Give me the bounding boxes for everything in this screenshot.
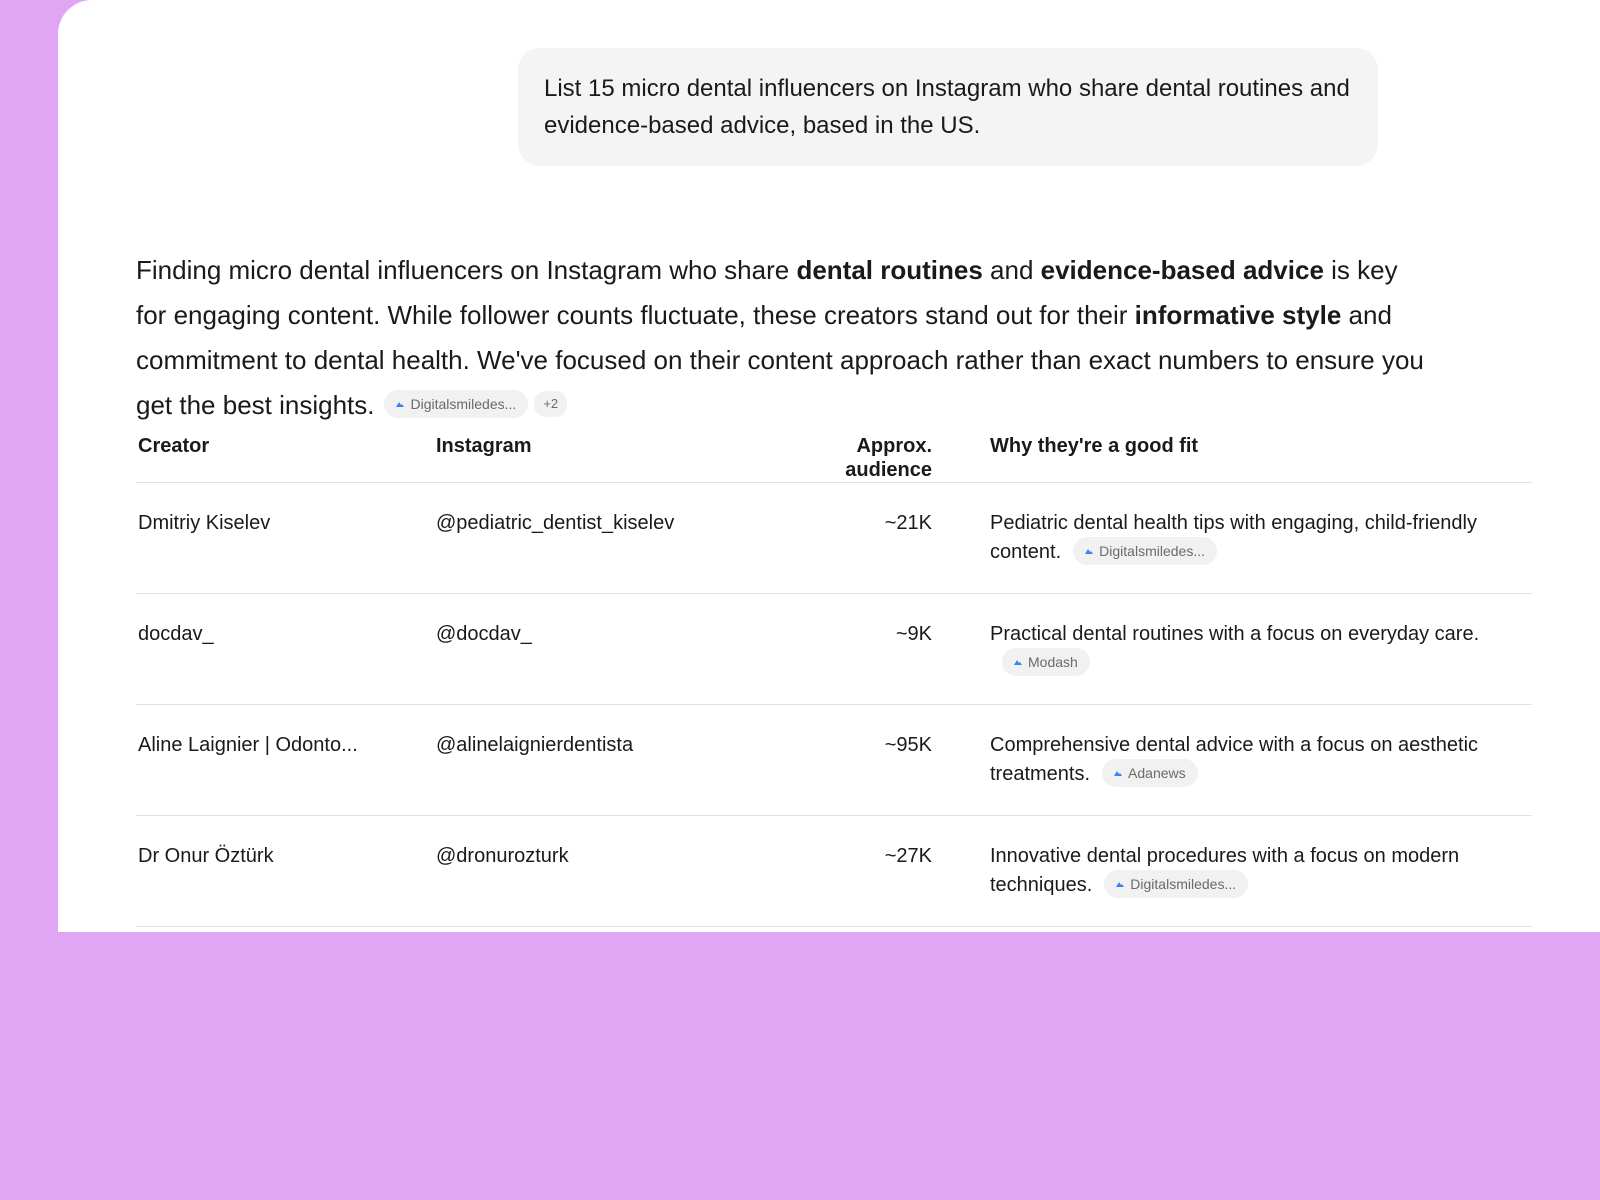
table-row (136, 705, 1532, 816)
more-sources-chip[interactable]: +2 (534, 391, 567, 417)
answer-text-3: is key for engaging content. While follower counts fluctuate, these creators stand out for their (136, 255, 1398, 330)
creator-cell: Dr Onur Öztürk (136, 816, 434, 927)
why-cell (988, 483, 1532, 594)
source-chip-label: Modash (1028, 653, 1078, 670)
influencer-table (136, 434, 1532, 927)
source-link-icon (1114, 770, 1122, 776)
user-message-bubble (518, 48, 1378, 166)
assistant-answer (136, 248, 1426, 428)
why-cell (988, 705, 1532, 816)
source-chip-label: Digitalsmiledes... (410, 396, 517, 413)
why-text: Practical dental routines with a focus on everyday care. (990, 623, 1480, 645)
user-message-text: List 15 micro dental influencers on Instagram who share dental routines and evidence-based advice, based in the US. (544, 75, 1350, 139)
source-link-icon (1116, 881, 1124, 887)
source-chip[interactable] (384, 390, 528, 418)
table-header-row (136, 434, 1532, 483)
table-row (136, 816, 1532, 927)
column-header-why: Why they're a good fit (988, 434, 1532, 483)
instagram-cell: @alinelaignierdentista (434, 705, 764, 816)
audience-cell: ~21K (764, 483, 988, 594)
audience-cell: ~95K (764, 705, 988, 816)
source-chip-label: Digitalsmiledes... (1130, 875, 1237, 892)
audience-cell: ~9K (764, 594, 988, 705)
why-cell (988, 816, 1532, 927)
source-chip[interactable] (1102, 759, 1198, 787)
column-header-creator: Creator (136, 434, 434, 483)
source-chip-label: Adanews (1128, 764, 1186, 781)
source-link-icon (396, 401, 404, 407)
source-chip[interactable] (1073, 537, 1217, 565)
source-link-icon (1014, 659, 1022, 665)
table-row (136, 483, 1532, 594)
source-chip[interactable] (1002, 648, 1090, 676)
why-text: Innovative dental procedures with a focus on modern techniques. (990, 845, 1460, 896)
chat-panel (58, 0, 1600, 932)
answer-text-4: and commitment to dental health. We've focused on their content approach rather than exact numbers to ensure you get the best insights. (136, 300, 1424, 420)
column-header-instagram: Instagram (434, 434, 764, 483)
why-text: Comprehensive dental advice with a focus on aesthetic treatments. (990, 734, 1479, 785)
answer-bold-dental-routines: dental routines (796, 255, 983, 285)
source-link-icon (1085, 548, 1093, 554)
column-header-audience: Approx. audience (764, 434, 988, 483)
table-row (136, 594, 1532, 705)
source-chip[interactable] (1104, 870, 1248, 898)
creator-cell: docdav_ (136, 594, 434, 705)
instagram-cell: @docdav_ (434, 594, 764, 705)
source-chip-label: Digitalsmiledes... (1099, 542, 1205, 559)
creator-cell: Dmitriy Kiselev (136, 483, 434, 594)
audience-cell: ~27K (764, 816, 988, 927)
instagram-cell: @dronurozturk (434, 816, 764, 927)
answer-text-1: Finding micro dental influencers on Instagram who share (136, 255, 797, 285)
instagram-cell: @pediatric_dentist_kiselev (434, 483, 764, 594)
why-cell (988, 594, 1532, 705)
answer-bold-evidence-based: evidence-based advice (1040, 255, 1324, 285)
why-text: Pediatric dental health tips with engaging, child-friendly content. (990, 512, 1477, 563)
answer-text-2: and (982, 255, 1041, 285)
creator-cell: Aline Laignier | Odonto... (136, 705, 434, 816)
answer-bold-informative-style: informative style (1134, 300, 1342, 330)
